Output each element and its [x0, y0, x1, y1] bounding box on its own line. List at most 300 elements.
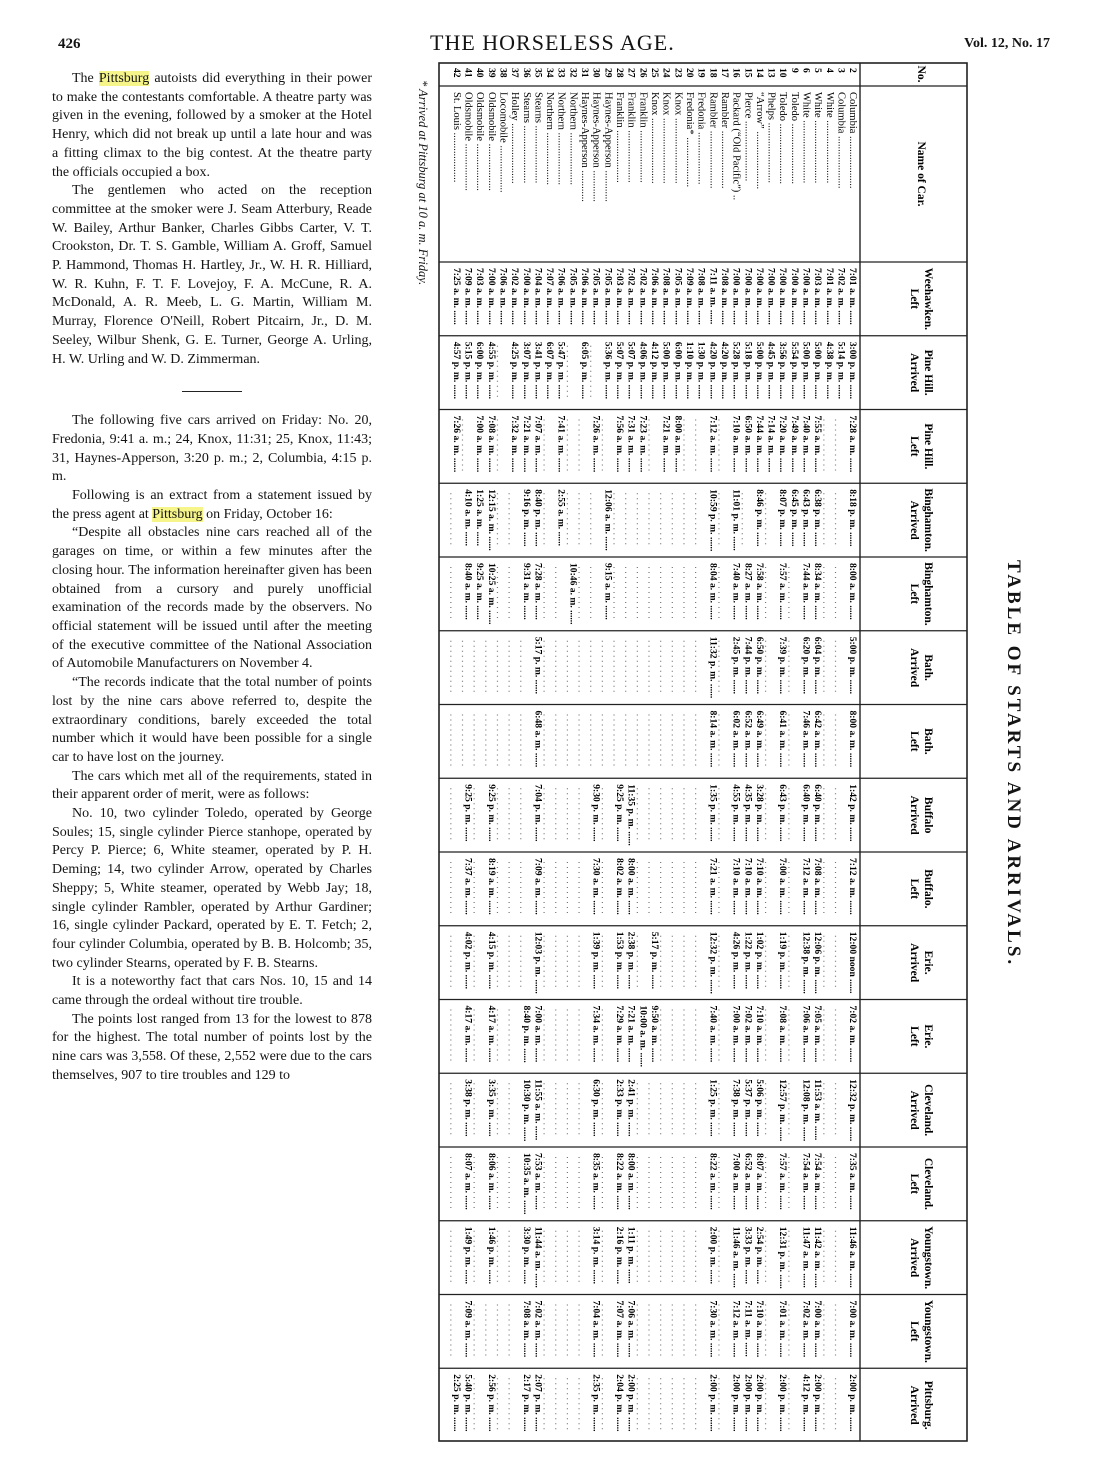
time-cell: 8:00 a. m. ......	[672, 415, 684, 473]
time-cell: 7:12 a. m. ......	[707, 415, 719, 473]
time-cell: 12:57 p. m. ......	[777, 1079, 789, 1142]
time-cell: 2:56 p. m. ......	[485, 1374, 497, 1432]
column-header: Bath.	[922, 654, 934, 681]
car-number: 20	[683, 68, 695, 78]
time-cell: 3:56 p. m. ......	[777, 341, 789, 400]
time-cell: 7:00 a. m. ......	[730, 1153, 742, 1210]
paragraph-quote-records: “The records indicate that the total number of points lost by the nine cars above referred to, despite the extraordinary conditions, barely exceeded the total number which it would have been possible for a single car to have lost on the journey.	[52, 675, 372, 765]
time-cell: 4:12 p. m. ......	[800, 1374, 812, 1432]
highlight-pittsburg: Pittsburg	[152, 506, 203, 522]
time-cell: 8:07 a. m. ......	[753, 1153, 765, 1210]
time-cell: 7:06 a. m. ......	[800, 1005, 812, 1063]
time-cell: 4:38 p. m. ......	[823, 341, 835, 400]
car-name: Franklin ....................	[625, 92, 637, 183]
time-cell: 4:25 p. m. ......	[509, 341, 521, 400]
car-name: Holley .......................	[509, 92, 521, 184]
car-name: Northern ....................	[555, 92, 567, 186]
time-cell: 5:00 p. m. ......	[800, 341, 812, 400]
paragraph-quote-obstacles: “Despite all obstacles nine cars reached all of the garages on time, or within a few minutes after the closing hour. The information hereinafter given has been obtained from a cursory and purely unofficial examination of the records made by the observers. No official statement will be issued until after the meeting of the executive committee of the National Association of Automobile Manufacturers on November 4.	[52, 525, 372, 672]
column-header: Left	[908, 878, 920, 900]
time-cell: 4:12 p. m. ......	[649, 341, 660, 400]
car-number: 19	[695, 68, 707, 78]
time-cell: 7:21 a. m. ......	[625, 1005, 637, 1063]
paragraph-press-statement: Following is an extract from a statement issued by the press agent at Pittsburg on Friday, October 16:	[52, 488, 372, 522]
column-header: Binghamton.	[922, 562, 934, 626]
time-cell: 6:04 p. m. ......	[812, 636, 824, 695]
paragraph-requirements: The cars which met all of the requirements, stated in their apparent order of merit, were as follows:	[52, 768, 372, 803]
car-name: Northern ....................	[544, 92, 556, 186]
time-cell: 6:43 p. m. ......	[800, 489, 812, 547]
car-name: Franklin ....................	[614, 92, 626, 183]
time-cell: 5:17 p. m. ......	[532, 636, 544, 695]
time-cell: 7:28 a. m. ......	[847, 415, 859, 473]
time-cell: 7:08 a. m. ......	[812, 858, 824, 915]
time-cell: 7:14 a. m. ......	[765, 415, 777, 473]
car-number: 16	[730, 68, 742, 78]
car-number: 4	[823, 68, 835, 73]
time-cell: 6:52 a. m. ......	[742, 710, 754, 768]
car-name: Oldsmobile ..................	[474, 92, 486, 191]
column-header: Youngstown.	[922, 1299, 934, 1363]
time-cell: 11:47 a. m. ......	[800, 1226, 812, 1288]
time-cell: 6:05 p. m. ......	[579, 341, 591, 400]
time-cell: 7:05 a. m. ......	[672, 268, 684, 325]
time-cell: 7:02 a. m. ......	[509, 268, 521, 325]
time-cell: 9:30 p. m. ......	[590, 784, 602, 842]
time-cell: 6:00 p. m. ......	[672, 341, 684, 400]
column-header: No.	[915, 65, 927, 83]
time-cell: 4:17 a. m. ......	[485, 1005, 497, 1063]
time-cell: 4:17 a. m. ......	[462, 1005, 474, 1063]
time-cell: 4:57 p. m. ......	[450, 341, 462, 400]
time-cell: 7:12 a. m. ......	[730, 1300, 742, 1358]
time-cell: 6:52 a. m. ......	[742, 1153, 754, 1210]
time-cell: 7:10 a. m. ......	[742, 858, 754, 915]
time-cell: 7:44 p. m. ......	[742, 636, 754, 695]
car-name: Toledo .......................	[788, 92, 800, 185]
column-header: Pine Hill.	[922, 349, 934, 396]
time-cell: 6:07 p. m. ......	[544, 341, 556, 400]
car-number: 38	[497, 68, 509, 78]
time-cell: 7:26 a. m. ......	[450, 415, 462, 473]
car-number: 40	[474, 68, 486, 78]
volume-issue: Vol. 12, No. 17	[964, 36, 1050, 51]
car-name: St. Louis ...................	[450, 92, 462, 183]
time-cell: 7:21 a. m. ......	[660, 415, 672, 473]
column-header: Erie.	[922, 1024, 934, 1049]
time-cell: 8:00 a. m. ......	[847, 563, 859, 620]
time-cell: 7:05 a. m. ......	[812, 1005, 824, 1063]
time-cell: 7:10 a. m. ......	[753, 1300, 765, 1358]
column-header: Arrived	[908, 1238, 920, 1278]
time-cell: 12:32 p. m. ......	[847, 1079, 859, 1142]
time-cell: 6:42 a. m. ......	[812, 710, 824, 768]
car-name: Stearns ......................	[520, 92, 532, 184]
car-name: “Arrow” ......................	[753, 92, 765, 190]
column-header: Buffalo.	[922, 869, 934, 909]
car-number: 6	[800, 68, 812, 73]
time-cell: 9:16 p. m. ......	[520, 489, 532, 547]
column-header: Bath.	[922, 728, 934, 755]
car-number: 42	[450, 68, 462, 78]
car-name: Columbia ....................	[835, 92, 847, 189]
time-cell: 12:15 a. m. ......	[485, 489, 497, 551]
time-cell: 8:19 a. m. ......	[485, 858, 497, 915]
time-cell: 1:30 p. m. ......	[695, 341, 707, 400]
time-cell: 7:08 a. m. ......	[695, 268, 707, 325]
car-name: Haynes-Apperson ............	[590, 92, 602, 202]
time-cell: 7:00 a. m. ......	[730, 268, 742, 325]
time-cell: 7:56 a. m. ......	[614, 415, 626, 473]
car-number: 27	[625, 68, 637, 78]
car-name: White ........................	[800, 92, 812, 184]
time-cell: 7:08 a. m. ......	[660, 268, 672, 325]
time-cell: 7:05 a. m. ......	[590, 268, 602, 325]
column-header: Name of Car.	[915, 141, 927, 207]
car-number: 32	[567, 68, 579, 78]
time-cell: 5:15 p. m. ......	[462, 341, 474, 400]
car-number: 35	[532, 68, 544, 78]
time-cell: 2:00 p. m. ......	[707, 1374, 719, 1432]
car-name: Fredonia* ...................	[683, 92, 695, 188]
time-cell: 7:00 a. m. ......	[812, 1300, 824, 1358]
time-cell: 10:00 a. m. ......	[637, 1005, 649, 1068]
time-cell: 7:07 a. m. ......	[544, 268, 556, 325]
time-cell: 10:30 p. m. ......	[520, 1079, 532, 1142]
time-cell: 7:00 a. m. ......	[765, 268, 777, 325]
column-header: Cleveland.	[922, 1084, 934, 1137]
time-cell: 7:02 a. m. ......	[637, 268, 649, 325]
time-cell: 7:01 a. m. ......	[847, 268, 859, 325]
car-number: 10	[777, 68, 789, 78]
time-cell: 2:17 p. m. ......	[520, 1374, 532, 1432]
time-cell: 7:00 a. m. ......	[485, 268, 497, 325]
time-cell: 7:12 a. m. ......	[847, 858, 859, 915]
time-cell: 1:39 p. m. ......	[590, 931, 602, 990]
time-cell: 3:41 p. m. ......	[532, 341, 544, 400]
car-number: 37	[509, 68, 521, 78]
table-title: TABLE OF STARTS AND ARRIVALS.	[1003, 560, 1024, 968]
time-cell: 8:07 p. m. ......	[777, 489, 789, 547]
time-cell: 5:00 p. m. ......	[847, 636, 859, 695]
car-number: 30	[590, 68, 602, 78]
time-cell: 7:04 p. m. ......	[532, 784, 544, 842]
time-cell: 6:49 a. m. ......	[753, 710, 765, 768]
time-cell: 3:30 p. m. ......	[520, 1226, 532, 1285]
time-cell: 6:40 p. m. ......	[812, 784, 824, 842]
time-cell: 7:38 p. m. ......	[730, 1079, 742, 1137]
car-number: 9	[788, 68, 800, 73]
time-cell: 2:04 p. m. ......	[614, 1374, 626, 1432]
time-cell: 7:11 a. m. ......	[707, 268, 719, 325]
time-cell: 2:00 p. m. ......	[812, 1374, 824, 1432]
time-cell: 7:00 a. m. ......	[742, 268, 754, 325]
time-cell: 7:02 a. m. ......	[847, 1005, 859, 1063]
time-cell: 9:31 a. m. ......	[520, 563, 532, 620]
time-cell: 8:22 a. m. ......	[707, 1153, 719, 1210]
column-header: Pittsburg.	[922, 1380, 934, 1430]
time-cell: 7:09 a. m. ......	[462, 268, 474, 325]
time-cell: 7:04 a. m. ......	[590, 1300, 602, 1358]
time-cell: 7:37 a. m. ......	[462, 858, 474, 915]
time-cell: 9:25 p. m. ......	[485, 784, 497, 842]
time-cell: 9:15 a. m. ......	[602, 563, 614, 620]
time-cell: 7:41 a. m. ......	[555, 415, 567, 473]
time-cell: 5:00 p. m. ......	[812, 341, 824, 400]
time-cell: 12:03 p. m. ......	[532, 931, 544, 994]
time-cell: 8:06 a. m. ......	[485, 1153, 497, 1210]
article-column	[52, 70, 372, 1086]
time-cell: 1:53 p. m. ......	[614, 931, 626, 990]
column-header: Left	[908, 583, 920, 605]
time-cell: 2:41 p. m. ......	[625, 1079, 637, 1137]
time-cell: 6:43 p. m. ......	[777, 784, 789, 842]
column-header: Arrived	[908, 1090, 920, 1130]
time-cell: 7:00 a. m. ......	[800, 268, 812, 325]
time-cell: 8:00 a. m. ......	[625, 1153, 637, 1210]
column-header: Arrived	[908, 353, 920, 393]
time-cell: 8:46 p. m. ......	[753, 489, 765, 547]
time-cell: 7:12 a. m. ......	[800, 858, 812, 915]
time-cell: 1:49 p. m. ......	[462, 1226, 474, 1285]
time-cell: 7:21 a. m. ......	[707, 858, 719, 915]
time-cell: 7:35 a. m. ......	[847, 1153, 859, 1210]
time-cell: 7:10 a. m. ......	[730, 858, 742, 915]
time-cell: 7:21 a. m. ......	[520, 415, 532, 473]
time-cell: 7:10 a. m. ......	[753, 1005, 765, 1063]
car-number: 14	[753, 68, 765, 78]
car-name: Locomobile ..................	[497, 92, 509, 193]
car-name: Haynes-Apperson ............	[579, 92, 591, 202]
time-cell: 1:11 p. m. ......	[625, 1226, 637, 1284]
time-cell: 2:07 p. m. ......	[532, 1374, 544, 1432]
car-number: 34	[544, 68, 556, 78]
time-cell: 2:54 p. m. ......	[753, 1226, 765, 1285]
time-cell: 4:02 p. m. ......	[462, 931, 474, 990]
car-number: 5	[812, 68, 824, 73]
time-cell: 10:46 a. m. ......	[567, 563, 579, 625]
car-number: 13	[765, 68, 777, 78]
time-cell: 2:35 p. m. ......	[590, 1374, 602, 1432]
time-cell: 2:00 p. m. ......	[730, 1374, 742, 1432]
time-cell: 7:20 a. m. ......	[777, 415, 789, 473]
time-cell: 7:00 a. m. ......	[777, 858, 789, 915]
time-cell: 7:01 a. m. ......	[823, 268, 835, 325]
car-number: 2	[847, 68, 859, 73]
page-header	[0, 30, 1100, 60]
journal-title: THE HORSELESS AGE.	[430, 30, 675, 55]
time-cell: 7:02 a. m. ......	[625, 268, 637, 325]
time-cell: 7:02 a. m. ......	[532, 1300, 544, 1358]
car-number: 26	[637, 68, 649, 78]
time-cell: 6:20 p. m. ......	[800, 636, 812, 695]
time-cell: 7:30 a. m. ......	[590, 858, 602, 915]
column-header: Binghamton.	[922, 488, 934, 552]
time-cell: 7:09 a. m. ......	[532, 858, 544, 915]
time-cell: 1:02 p. m. ......	[753, 931, 765, 990]
time-cell: 11:55 a. m. ......	[532, 1079, 544, 1141]
time-cell: 9:50 a. m. ......	[649, 1005, 660, 1063]
time-cell: 7:40 a. m. ......	[800, 415, 812, 473]
time-cell: 9:25 p. m. ......	[614, 784, 626, 842]
car-name: Knox .........................	[672, 92, 684, 184]
table-svg	[438, 62, 968, 1442]
time-cell: 7:57 a. m. ......	[777, 1153, 789, 1210]
car-name: Haynes-Apperson ............	[602, 92, 614, 202]
time-cell: 6:02 a. m. ......	[730, 710, 742, 768]
time-cell: 8:00 a. m. ......	[625, 858, 637, 915]
time-cell: 4:26 p. m. ......	[730, 931, 742, 990]
time-cell: 11:01 p. m. ......	[730, 489, 742, 551]
time-cell: 7:06 a. m. ......	[497, 268, 509, 325]
column-header: Left	[908, 288, 920, 310]
time-cell: 6:40 p. m. ......	[800, 784, 812, 842]
car-number: 29	[602, 68, 614, 78]
car-name: White ........................	[812, 92, 824, 184]
column-header: Pine Hill.	[922, 423, 934, 470]
time-cell: 7:06 a. m. ......	[625, 1300, 637, 1358]
car-name: Oldsmobile ..................	[462, 92, 474, 191]
time-cell: 7:03 a. m. ......	[614, 268, 626, 325]
time-cell: 7:00 a. m. ......	[532, 1005, 544, 1063]
time-cell: 7:53 a. m. ......	[532, 1153, 544, 1210]
time-cell: 7:05 a. m. ......	[602, 268, 614, 325]
time-cell: 7:00 a. m. ......	[753, 268, 765, 325]
time-cell: 7:00 a. m. ......	[730, 1005, 742, 1063]
time-cell: 7:01 a. m. ......	[777, 1300, 789, 1358]
column-header: Erie.	[922, 950, 934, 975]
time-cell: 1:42 p. m. ......	[847, 784, 859, 842]
column-header: Cleveland.	[922, 1157, 934, 1210]
time-cell: 6:50 p. m. ......	[753, 636, 765, 695]
car-name: Stearns ......................	[532, 92, 544, 184]
car-name: Rambler ......................	[718, 92, 730, 189]
time-cell: 3:07 p. m. ......	[520, 341, 532, 400]
paragraph-tire-trouble: It is a noteworthy fact that cars Nos. 10, 15 and 14 came through the ordeal without tire trouble.	[52, 974, 372, 1009]
time-cell: 7:00 a. m. ......	[520, 268, 532, 325]
time-cell: 6:48 a. m. ......	[532, 710, 544, 768]
time-cell: 11:35 p. m. ......	[625, 784, 637, 846]
table-footnote: * Arrived at Pittsburg at 10 a. m. Friday.	[416, 80, 430, 286]
time-cell: 7:06 a. m. ......	[579, 268, 591, 325]
time-cell: 7:26 a. m. ......	[590, 415, 602, 473]
time-cell: 4:55 p. m. ......	[730, 784, 742, 842]
time-cell: 5:07 p. m. ......	[614, 341, 626, 400]
time-cell: 7:04 a. m. ......	[532, 268, 544, 325]
time-cell: 7:09 a. m. ......	[462, 1300, 474, 1358]
time-cell: 7:49 a. m. ......	[788, 415, 800, 473]
time-cell: 4:06 p. m. ......	[637, 341, 649, 400]
time-cell: 8:14 a. m. ......	[707, 710, 719, 768]
column-header: Left	[908, 1026, 920, 1047]
car-number: 36	[520, 68, 532, 78]
car-name: Franklin ....................	[637, 92, 649, 183]
time-cell: 9:25 a. m. ......	[474, 563, 486, 620]
time-cell: 11:32 p. m. ......	[707, 636, 719, 699]
car-name: Northern ....................	[567, 92, 579, 186]
time-cell: 4:10 a. m. ......	[462, 489, 474, 547]
time-cell: 2:00 p. m. ......	[625, 1374, 637, 1432]
time-cell: 9:25 p. m. ......	[462, 784, 474, 842]
time-cell: 11:42 a. m. ......	[812, 1226, 824, 1288]
paragraph-friday-arrivals: The following five cars arrived on Friday: No. 20, Fredonia, 9:41 a. m.; 24, Knox, 11:31; 25, Knox, 11:43; 31, Haynes-Apperson, 3:20 p. m.; 2, Columbia, 4:15 p. m.	[52, 413, 372, 485]
paragraph-theatre-party: The Pittsburg autoists did everything in their power to make the contestants comfortable. A theatre party was given in the evening, followed by a smoker at the Hotel Henry, which did not break up until a late hour and was a fitting climax to the big contest. At the theatre party the officials occupied a box.	[52, 71, 372, 180]
time-cell: 2:45 p. m. ......	[730, 636, 742, 695]
time-cell: 4:55 p. m. ......	[485, 341, 497, 400]
time-cell: 2:38 p. m. ......	[625, 931, 637, 990]
car-number: 3	[835, 68, 847, 73]
time-cell: 5:00 p. m. ......	[660, 341, 672, 400]
car-number: 23	[672, 68, 684, 78]
time-cell: 5:36 p. m. ......	[602, 341, 614, 400]
time-cell: 6:38 p. m. ......	[812, 489, 824, 547]
car-name: Knox .........................	[660, 92, 672, 184]
time-cell: 7:00 a. m. ......	[788, 268, 800, 325]
car-name: Phelps .......................	[765, 92, 777, 184]
column-header: Arrived	[908, 795, 920, 835]
time-cell: 2:00 p. m. ......	[847, 1374, 859, 1432]
column-header: Arrived	[908, 648, 920, 688]
car-name: Columbia ....................	[847, 92, 859, 189]
time-cell: 7:10 a. m. ......	[753, 858, 765, 915]
car-name: White ........................	[823, 92, 835, 184]
time-cell: 7:05 a. m. ......	[567, 268, 579, 325]
time-cell: 2:55 a. m. ......	[555, 489, 567, 547]
time-cell: 7:08 a. m. ......	[777, 1005, 789, 1063]
time-cell: 5:37 p. m. ......	[742, 1079, 754, 1137]
time-cell: 3:33 p. m. ......	[742, 1226, 754, 1285]
car-number: 41	[462, 68, 474, 78]
time-cell: 10:59 p. m. ......	[707, 489, 719, 552]
car-name: Pierce .......................	[742, 92, 754, 182]
time-cell: 7:03 a. m. ......	[474, 268, 486, 325]
time-cell: 12:31 p. m. ......	[777, 1226, 789, 1289]
time-cell: 3:28 p. m. ......	[753, 784, 765, 842]
time-cell: 1:25 p. m. ......	[707, 1079, 719, 1137]
column-header: Weehawken.	[922, 267, 934, 331]
time-cell: 8:22 a. m. ......	[614, 1153, 626, 1210]
time-cell: 7:08 a. m. ......	[520, 1300, 532, 1358]
time-cell: 7:54 a. m. ......	[800, 1153, 812, 1210]
paragraph-reception-committee: The gentlemen who acted on the reception committee at the smoker were J. Seam Atterbury, Reade W. Bailey, Arthur Banker, Charles Gibbs Carter, V. T. Crookston, Dr. T. S. Gamble, William A. Groff, Samuel P. Hammond, Thomas H. Hartley, Jr., W. H. R. Hilliard, W. R. Kuhn, F. T. F. Lovejoy, F. A. McCune, R. A. McDonald, A. R. Meeb, L. G. Martin, William M. Murray, Florence O'Neill, Robert Pitcairn, Jr., D. M. Seeley, Wilbur Shenk, G. E. Turner, George A. Urling, H. W. Urling and W. D. Zimmerman.	[52, 183, 372, 367]
paragraph-car-list: No. 10, two cylinder Toledo, operated by George Soules; 15, single cylinder Pierce stanhope, operated by Percy P. Pierce; 6, White steamer, operated by P. H. Deming; 14, two cylinder Arrow, operated by Charles Sheppy; 5, White steamer, operated by Webb Jay; 18, single cylinder Rambler, operated by Arthur Gardiner; 16, single cylinder Packard, operated by E. T. Fetch; 2, four cylinder Columbia, operated by B. B. Holcomb; 35, two cylinder Stearns, operated by F. B. Stearns.	[52, 806, 372, 971]
time-cell: 7:02 a. m. ......	[742, 1005, 754, 1063]
time-cell: 12:38 p. m. ......	[800, 931, 812, 994]
time-cell: 1:46 p. m. ......	[485, 1226, 497, 1285]
car-name: Rambler ......................	[707, 92, 719, 189]
column-header: Arrived	[908, 943, 920, 983]
time-cell: 5:18 p. m. ......	[742, 341, 754, 400]
car-number: 28	[614, 68, 626, 78]
car-name: Toledo .......................	[777, 92, 789, 185]
time-cell: 2:00 p. m. ......	[707, 1226, 719, 1285]
time-cell: 7:40 a. m. ......	[707, 1005, 719, 1063]
time-cell: 7:32 a. m. ......	[509, 415, 521, 473]
car-number: 17	[718, 68, 730, 78]
time-cell: 8:40 a. m. ......	[462, 563, 474, 620]
time-cell: 4:15 p. m. ......	[485, 931, 497, 990]
time-cell: 6:30 p. m. ......	[590, 1079, 602, 1137]
car-name: Knox .........................	[649, 92, 660, 184]
section-divider	[182, 391, 242, 392]
time-cell: 2:00 p. m. ......	[753, 1374, 765, 1432]
time-cell: 4:45 p. m. ......	[765, 341, 777, 400]
time-cell: 12:32 p. m. ......	[707, 931, 719, 994]
time-cell: 6:45 p. m. ......	[788, 489, 800, 547]
time-cell: 5:07 p. m. ......	[625, 341, 637, 400]
time-cell: 8:35 a. m. ......	[590, 1153, 602, 1210]
time-cell: 7:34 a. m. ......	[590, 1005, 602, 1063]
